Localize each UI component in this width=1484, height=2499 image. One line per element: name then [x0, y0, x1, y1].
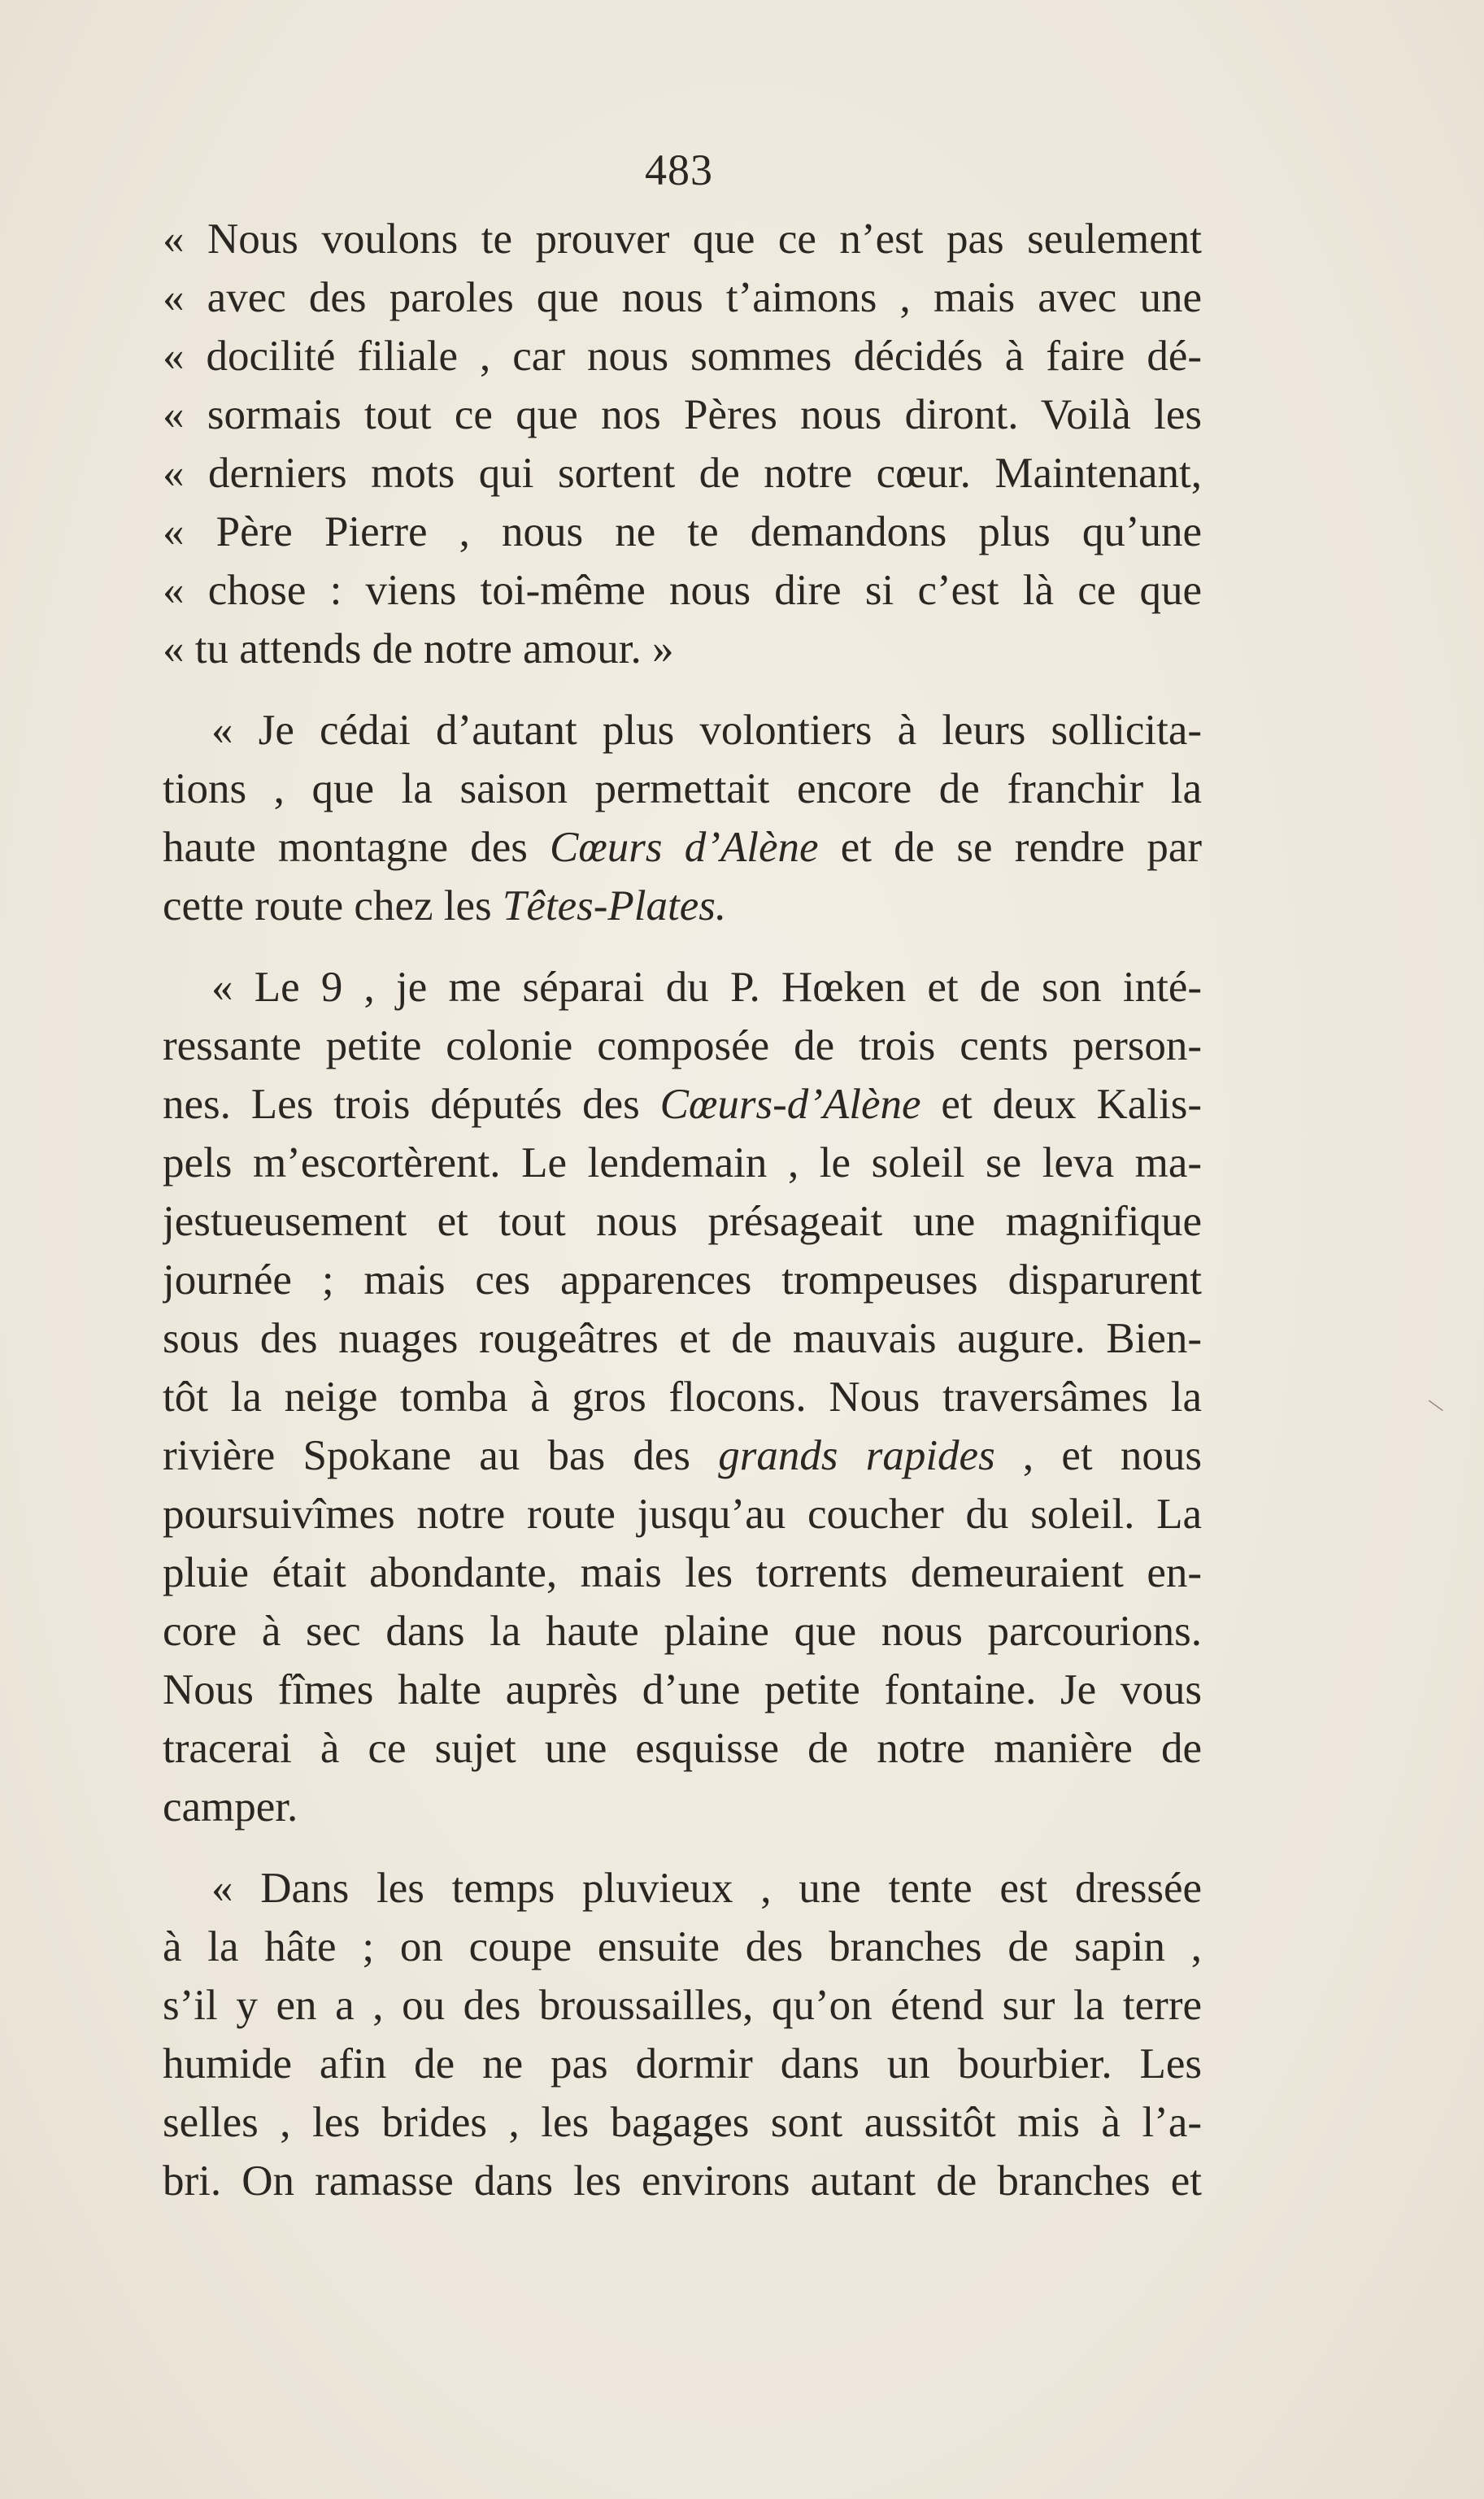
italic-tribe-name: Têtes-Plates. [502, 882, 727, 930]
text-run: cette route chez les [163, 882, 503, 930]
text-line [163, 1075, 1202, 1134]
text-line: ressante petite colonie composée de trois cents person- [163, 1022, 1202, 1069]
italic-place-name: Cœurs d’Alène [550, 824, 819, 871]
text-line: tions , que la saison permettait encore de franchir la [163, 765, 1202, 812]
text-line: humide afin de ne pas dormir dans un bourbier. Les [163, 2040, 1202, 2088]
text-line [163, 1426, 1202, 1485]
paragraph-4 [163, 1859, 1202, 2210]
page-text [163, 210, 1202, 2210]
italic-tribe-name: Cœurs-d’Alène [659, 1081, 921, 1128]
text-run: nes. Les trois députés des [163, 1081, 660, 1128]
text-line: « sormais tout ce que nos Pères nous diront. Voilà les [163, 391, 1202, 438]
paragraph-3 [163, 958, 1202, 1836]
text-line: « docilité filiale , car nous sommes décidés à faire dé- [163, 333, 1202, 380]
text-line: « tu attends de notre amour. » [163, 625, 674, 673]
text-run: rivière Spokane au bas des [163, 1432, 719, 1479]
text-run: et deux Kalis- [920, 1081, 1202, 1128]
text-run: , et nous [994, 1432, 1202, 1479]
text-line: core à sec dans la haute plaine que nous parcourions. [163, 1608, 1202, 1655]
text-line: pels m’escortèrent. Le lendemain , le soleil se leva ma- [163, 1139, 1202, 1186]
text-line: camper. [163, 1783, 298, 1831]
text-line: « Nous voulons te prouver que ce n’est pas seulement [163, 216, 1202, 263]
text-line: s’il y en a , ou des broussailles, qu’on étend sur la terre [163, 1982, 1202, 2029]
text-line [163, 877, 1202, 935]
text-line: pluie était abondante, mais les torrents demeuraient en- [163, 1549, 1202, 1596]
text-line [163, 818, 1202, 877]
text-line: journée ; mais ces apparences trompeuses disparurent [163, 1256, 1202, 1304]
text-line: bri. On ramasse dans les environs autant de branches et [163, 2157, 1202, 2205]
paragraph-1 [163, 210, 1202, 678]
text-line: tôt la neige tomba à gros flocons. Nous traversâmes la [163, 1374, 1202, 1421]
paragraph-gap [163, 1836, 1202, 1859]
text-line: Nous fîmes halte auprès d’une petite fontaine. Je vous [163, 1666, 1202, 1713]
text-line: « Je cédai d’autant plus volontiers à leurs sollicita- [211, 707, 1202, 754]
text-line: tracerai à ce sujet une esquisse de notre manière de [163, 1725, 1202, 1772]
text-run: et de se rendre par [818, 824, 1202, 871]
text-line: « chose : viens toi-même nous dire si c’est là ce que [163, 567, 1202, 614]
text-line: « avec des paroles que nous t’aimons , mais avec une [163, 274, 1202, 321]
paragraph-gap [163, 678, 1202, 701]
text-line: « derniers mots qui sortent de notre cœur. Maintenant, [163, 450, 1202, 497]
italic-place-name: grands rapides [718, 1432, 995, 1479]
text-line: « Père Pierre , nous ne te demandons plus qu’une [163, 508, 1202, 555]
stray-pen-mark: \ [1425, 1392, 1447, 1419]
text-line: jestueusement et tout nous présageait une magnifique [163, 1198, 1202, 1245]
text-run: haute montagne des [163, 824, 551, 871]
text-line: « Le 9 , je me séparai du P. Hœken et de son inté- [211, 964, 1202, 1011]
text-line: « Dans les temps pluvieux , une tente est dressée [211, 1865, 1202, 1912]
text-line: à la hâte ; on coupe ensuite des branches de sapin , [163, 1923, 1202, 1970]
text-line: poursuivîmes notre route jusqu’au coucher du soleil. La [163, 1491, 1202, 1538]
text-line: sous des nuages rougeâtres et de mauvais augure. Bien- [163, 1315, 1202, 1362]
paragraph-2 [163, 701, 1202, 935]
text-line: selles , les brides , les bagages sont aussitôt mis à l’a- [163, 2099, 1202, 2146]
page-number: 483 [645, 146, 713, 194]
paragraph-gap [163, 935, 1202, 958]
